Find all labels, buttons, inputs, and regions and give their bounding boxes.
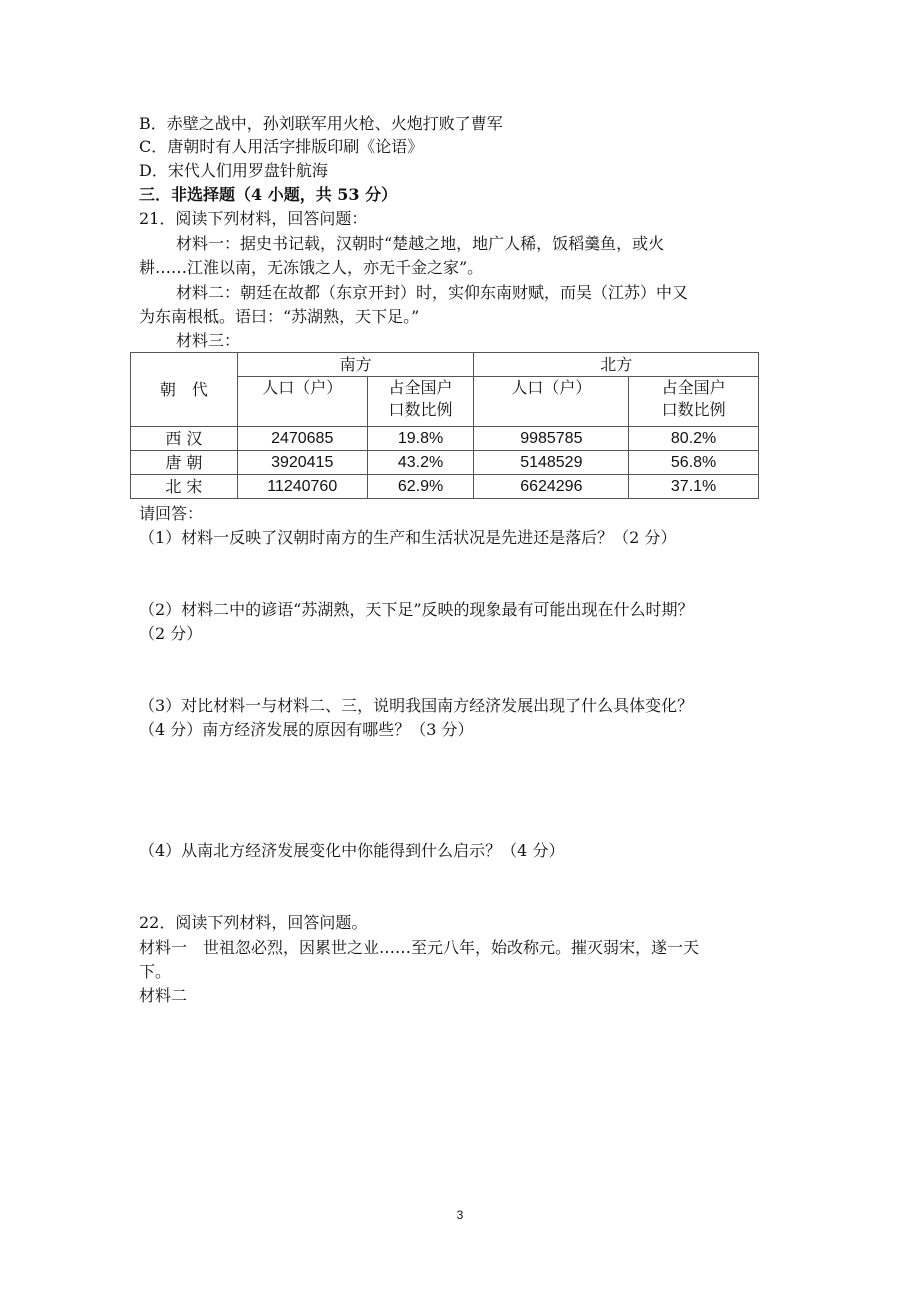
- page-number: 3: [456, 1208, 464, 1222]
- q21-material1-line2: 耕……江淮以南，无冻饿之人，亦无千金之家”。: [139, 258, 484, 277]
- cell-dynasty: 西 汉: [131, 427, 238, 451]
- q21-material2-line1: 材料二：朝廷在故都（东京开封）时，实仰东南财赋，而吴（江苏）中又: [176, 283, 689, 302]
- q21-sub2-line1: （2）材料二中的谚语“苏湖熟，天下足”反映的现象最有可能出现在什么时期？: [139, 600, 694, 619]
- ratio-header-line1: 占全国户: [661, 378, 726, 397]
- q21-sub3-line1: （3）对比材料一与材料二、三，说明我国南方经济发展出现了什么具体变化？: [139, 696, 694, 715]
- option-b: B．赤壁之战中，孙刘联军用火枪、火炮打败了曹军: [139, 114, 503, 133]
- section-heading: 三．非选择题（4 小题，共 53 分）: [139, 185, 398, 204]
- answer-prompt: 请回答：: [139, 504, 204, 523]
- header-dynasty: 朝 代: [131, 353, 238, 427]
- cell-south-ratio: 62.9%: [367, 475, 474, 499]
- q22-material1-line1: 材料一 世祖忽必烈，因累世之业……至元八年，始改称元。摧灭弱宋，遂一天: [139, 938, 700, 957]
- table-row: [131, 475, 759, 499]
- header-south-ratio: [367, 377, 474, 427]
- ratio-header-line2: 口数比例: [388, 400, 453, 419]
- cell-north-ratio: 56.8%: [629, 451, 759, 475]
- header-north-ratio: [629, 377, 759, 427]
- header-south-pop: 人口（户）: [237, 377, 367, 427]
- cell-south-pop: 11240760: [237, 475, 367, 499]
- cell-dynasty: 北 宋: [131, 475, 238, 499]
- q21-material2-line2: 为东南根柢。语曰：“苏湖熟，天下足。”: [139, 307, 420, 326]
- q21-material1-line1: 材料一：据史书记载，汉朝时“楚越之地，地广人稀，饭稻羹鱼，或火: [176, 234, 665, 253]
- cell-north-pop: 9985785: [474, 427, 629, 451]
- q21-sub1: （1）材料一反映了汉朝时南方的生产和生活状况是先进还是落后？（2 分）: [139, 528, 677, 547]
- cell-north-ratio: 37.1%: [629, 475, 759, 499]
- table-row: [131, 451, 759, 475]
- q21-material3-label: 材料三：: [176, 331, 241, 350]
- table-row: [131, 427, 759, 451]
- q22-title: 22．阅读下列材料，回答问题。: [139, 913, 368, 932]
- option-c: C．唐朝时有人用活字排版印刷《论语》: [139, 137, 424, 156]
- cell-south-ratio: 19.8%: [367, 427, 474, 451]
- cell-north-pop: 5148529: [474, 451, 629, 475]
- option-d: D．宋代人们用罗盘针航海: [139, 161, 328, 180]
- q22-material1-line2: 下。: [139, 962, 172, 981]
- ratio-header-line2: 口数比例: [661, 400, 726, 419]
- cell-south-ratio: 43.2%: [367, 451, 474, 475]
- cell-north-pop: 6624296: [474, 475, 629, 499]
- cell-south-pop: 3920415: [237, 451, 367, 475]
- cell-south-pop: 2470685: [237, 427, 367, 451]
- q21-title: 21．阅读下列材料，回答问题：: [139, 209, 368, 228]
- cell-dynasty: 唐 朝: [131, 451, 238, 475]
- header-north-pop: 人口（户）: [474, 377, 629, 427]
- header-north: 北方: [474, 353, 759, 377]
- cell-north-ratio: 80.2%: [629, 427, 759, 451]
- ratio-header-line1: 占全国户: [388, 378, 453, 397]
- q21-sub2-line2: （2 分）: [139, 624, 203, 643]
- q21-sub3-line2: （4 分）南方经济发展的原因有哪些？（3 分）: [139, 720, 474, 739]
- q21-sub4: （4）从南北方经济发展变化中你能得到什么启示？（4 分）: [139, 841, 565, 860]
- header-south: 南方: [237, 353, 474, 377]
- q22-material2-label: 材料二: [139, 986, 188, 1005]
- population-table: [130, 352, 759, 499]
